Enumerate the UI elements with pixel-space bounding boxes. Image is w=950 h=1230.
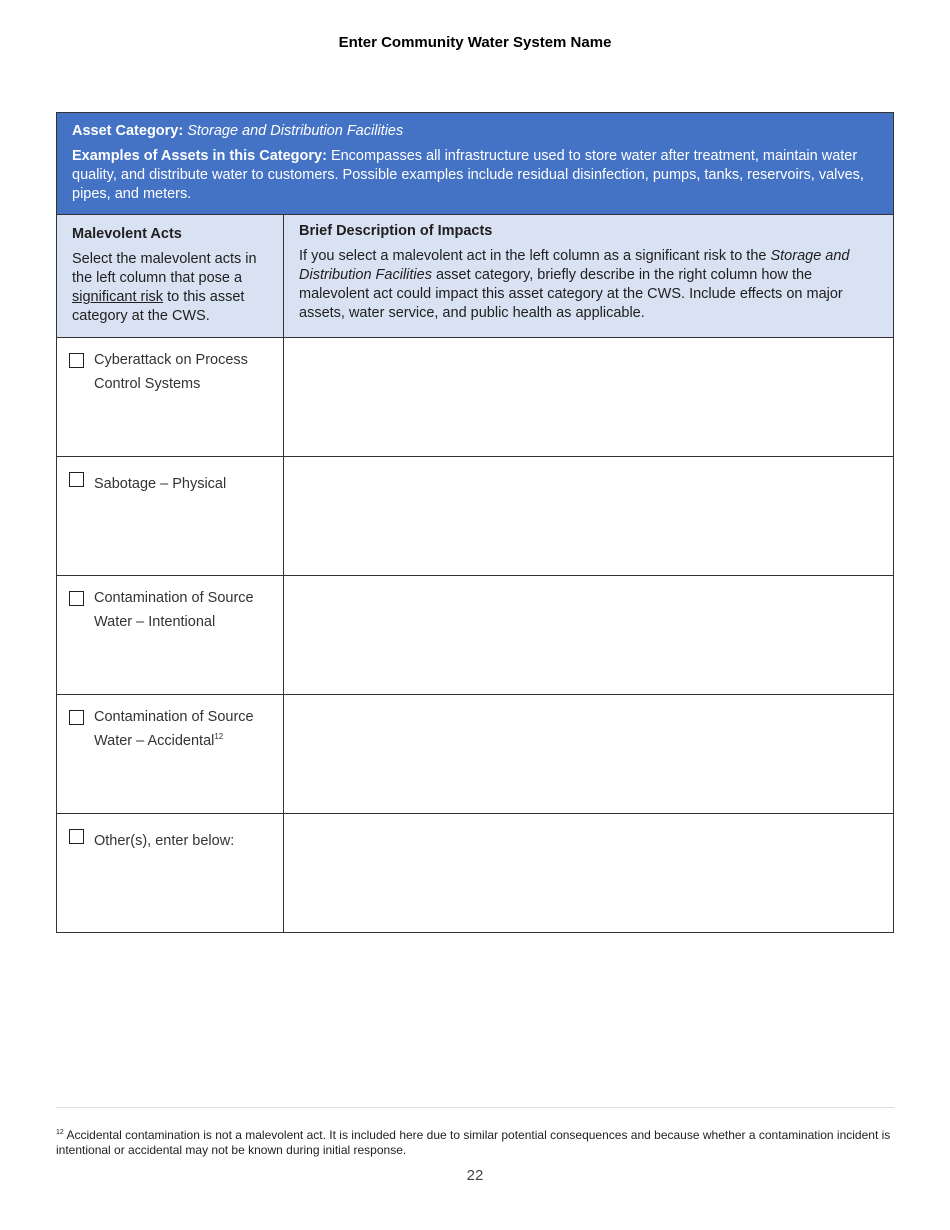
examples-line [72, 147, 878, 204]
page-number: 22 [466, 1167, 484, 1184]
examples-label: Examples of Assets in this Category: [72, 148, 327, 164]
malevolent-acts-title: Malevolent Acts [72, 226, 182, 242]
impact-cell [284, 457, 893, 575]
column-header-row [57, 214, 893, 337]
act-cell [57, 457, 284, 575]
act-checkbox[interactable] [69, 353, 84, 368]
act-row-contamination-intentional [57, 575, 893, 694]
malevolent-acts-instructions: Select the malevolent acts in the left column that pose a significant risk to this asset category at the CWS. [72, 251, 257, 324]
examples-text: Encompasses all infrastructure used to store water after treatment, maintain water quality, and distribute water to customers. Possible examples include residual disinfection, pumps, tanks, reservoirs, valves, pipes, and meters. [72, 148, 864, 202]
impact-description-field[interactable] [284, 814, 893, 932]
impact-cell [284, 338, 893, 456]
impact-cell [284, 814, 893, 932]
act-cell [57, 576, 284, 694]
footnote-ref: 12 [214, 732, 224, 741]
impacts-instructions: If you select a malevolent act in the left column as a significant risk to the Storage and Distribution Facilities asset category, briefly describe in the right column how the malevolent act could impact this asset category at the CWS. Include effects on major assets, water service, and public health as applicable. [299, 248, 850, 321]
footnote [56, 1125, 894, 1158]
asset-category-line [72, 122, 878, 141]
page-title[interactable]: Enter Community Water System Name [338, 34, 612, 51]
impact-description-field[interactable] [284, 457, 893, 575]
act-row-cyberattack [57, 337, 893, 456]
footnote-number: 12 [56, 1129, 64, 1136]
act-row-contamination-accidental [57, 694, 893, 813]
significant-risk-term: significant risk [72, 289, 164, 305]
assessment-table [56, 112, 894, 933]
footnote-divider [56, 1107, 894, 1108]
impact-cell [284, 695, 893, 813]
impact-description-field[interactable] [284, 338, 893, 456]
act-row-sabotage-physical [57, 456, 893, 575]
impact-description-field[interactable] [284, 695, 893, 813]
asset-category-label: Asset Category: [72, 123, 184, 139]
act-row-other [57, 813, 893, 932]
act-checkbox[interactable] [69, 591, 84, 606]
footnote-text: Accidental contamination is not a malevolent act. It is included here due to similar potential consequences and because whether a contamination incident is intentional or accidental may not be known during initial response. [56, 1128, 891, 1157]
impacts-title: Brief Description of Impacts [299, 223, 493, 239]
act-label: Cyberattack on Process Control Systems [94, 352, 248, 392]
act-cell [57, 338, 284, 456]
act-cell [57, 814, 284, 932]
act-label: Contamination of Source Water – Intentional [94, 590, 254, 630]
act-checkbox[interactable] [69, 472, 84, 487]
asset-category-value: Storage and Distribution Facilities [187, 123, 404, 139]
act-label: Sabotage – Physical [94, 475, 227, 492]
act-label: Contamination of Source Water – Accidental$^{12}$ [94, 709, 254, 749]
act-checkbox[interactable] [69, 829, 84, 844]
asset-category-banner [57, 113, 893, 214]
act-cell [57, 695, 284, 813]
act-label: Other(s), enter below: [94, 832, 235, 849]
impacts-header [284, 215, 893, 337]
malevolent-acts-header [57, 215, 284, 337]
impact-cell [284, 576, 893, 694]
impact-description-field[interactable] [284, 576, 893, 694]
act-checkbox[interactable] [69, 710, 84, 725]
